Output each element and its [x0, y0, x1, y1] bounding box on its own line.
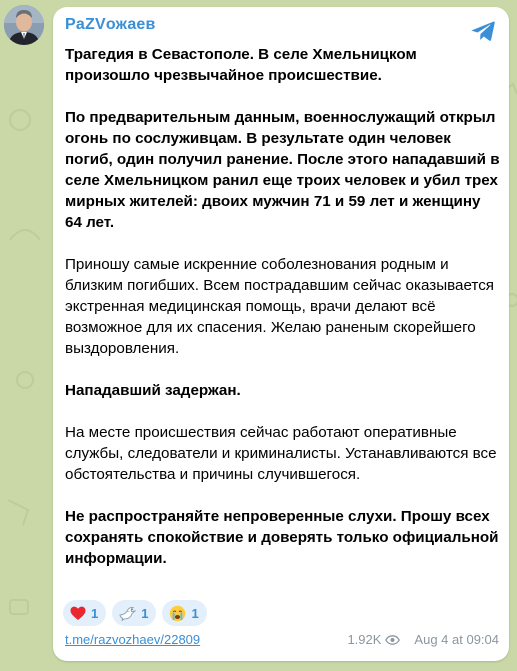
paragraph-3: Приношу самые искренние соболезнования родным и близким погибших. Всем пострадавшим сейчас оказывается экстренная медицинская помощь, врачи делают всё возможное для их спасения. Желаю раненым скорейшего выздоровления.	[65, 256, 495, 357]
reaction-heart-count: 1	[91, 605, 99, 621]
avatar-portrait-icon	[4, 5, 44, 45]
share-button[interactable]	[469, 17, 497, 45]
channel-name[interactable]: PaZVожаев	[65, 16, 156, 33]
message-footer	[65, 632, 499, 650]
red-heart-icon	[70, 606, 86, 621]
message-meta	[347, 632, 499, 647]
paragraph-1: Трагедия в Севастополе. В селе Хмельницком произошло чрезвычайное происшествие.	[65, 46, 417, 84]
paragraph-5: На месте происшествия сейчас работают оперативные службы, следователи и криминалисты. Устанавливаются все обстоятельства и причины случившегося.	[65, 424, 497, 483]
paragraph-4: Нападавший задержан.	[65, 382, 241, 399]
reaction-dove-count: 1	[141, 605, 149, 621]
telegram-share-icon	[469, 17, 497, 45]
eye-icon	[385, 635, 400, 645]
channel-avatar[interactable]	[4, 5, 44, 45]
reaction-crying[interactable]	[162, 600, 206, 626]
view-count: 1.92K	[347, 632, 382, 647]
reaction-dove[interactable]	[112, 600, 156, 626]
reaction-crying-count: 1	[191, 605, 199, 621]
crying-face-icon	[169, 605, 186, 622]
reactions-bar	[63, 600, 207, 626]
paragraph-2: По предварительным данным, военнослужащий открыл огонь по сослуживцам. В результате один человек погиб, один получил ранение. После этого нападавший в селе Хмельницком ранил еще троих человек и убил трех мирных жителей: двоих мужчин 71 и 59 лет и женщину 64 лет.	[65, 109, 500, 231]
reaction-heart[interactable]	[63, 600, 106, 626]
message-date: Aug 4 at 09:04	[414, 632, 499, 647]
message-text	[65, 44, 501, 569]
dove-icon	[119, 606, 136, 621]
paragraph-6: Не распространяйте непроверенные слухи. Прошу всех сохранять спокойствие и доверять только официальной информации.	[65, 508, 499, 567]
message-bubble	[53, 7, 509, 661]
post-link[interactable]: t.me/razvozhaev/22809	[65, 632, 201, 647]
